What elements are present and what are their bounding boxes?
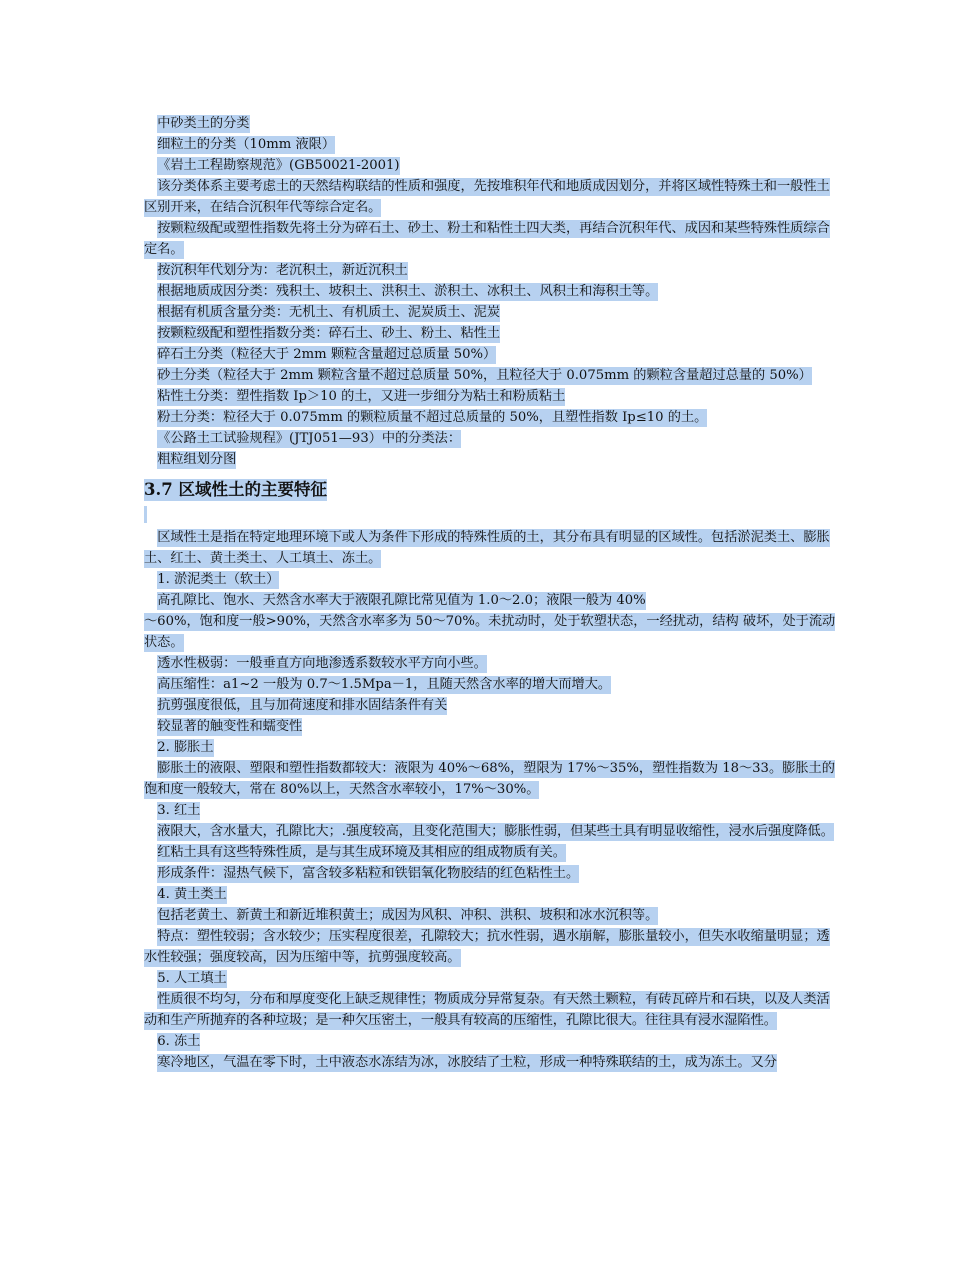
paragraph-text[interactable]: 性质很不均匀，分布和厚度变化上缺乏规律性；物质成分异常复杂。有天然土颗粒，有砖瓦碎片和石块，以及人类活动和生产所抛弃的各种垃圾；是一种欠压密土，一般具有较高的压缩性，孔隙比很大。往往具有浸水湿陷性。 <box>144 992 830 1028</box>
paragraph-text[interactable]: 高孔隙比、饱水、天然含水率大于液限孔隙比常见值为 1.0～2.0；液限一般为 40% <box>157 593 646 608</box>
paragraph-text[interactable]: 《公路土工试验规程》(JTJ051—93）中的分类法： <box>157 431 462 446</box>
paragraph <box>144 758 838 800</box>
paragraph-text[interactable]: 按沉积年代划分为：老沉积土，新近沉积土 <box>157 263 408 278</box>
paragraph-text[interactable]: 中砂类土的分类 <box>157 116 250 131</box>
paragraph-text[interactable]: 2. 膨胀土 <box>157 740 214 755</box>
selection-caret <box>144 506 147 523</box>
paragraph <box>144 590 838 611</box>
paragraph <box>144 968 838 989</box>
paragraph-text[interactable]: 按颗粒级配或塑性指数先将土分为碎石土、砂土、粉土和粘性土四大类，再结合沉积年代、成因和某些特殊性质综合定名。 <box>144 221 830 257</box>
paragraph <box>144 1052 838 1073</box>
paragraph <box>144 428 838 449</box>
paragraph-text[interactable]: 根据有机质含量分类：无机土、有机质土、泥炭质土、泥炭 <box>157 305 501 320</box>
paragraph <box>144 449 838 470</box>
paragraph <box>144 302 838 323</box>
paragraph <box>144 611 838 653</box>
paragraph-text[interactable]: 按颗粒级配和塑性指数分类：碎石土、砂土、粉土、粘性土 <box>157 326 501 341</box>
paragraph <box>144 281 838 302</box>
paragraph <box>144 905 838 926</box>
paragraph <box>144 674 838 695</box>
paragraph <box>144 569 838 590</box>
paragraph-text[interactable]: 区域性土是指在特定地理环境下或人为条件下形成的特殊性质的土，其分布具有明显的区域性。包括淤泥类土、膨胀土、红土、黄土类土、人工填土、冻土。 <box>144 530 830 566</box>
paragraph-text[interactable]: 碎石土分类（粒径大于 2mm 颗粒含量超过总质量 50%） <box>157 347 497 362</box>
paragraph <box>144 863 838 884</box>
paragraph-text[interactable]: 粉土分类：粒径大于 0.075mm 的颗粒质量不超过总质量的 50%，且塑性指数 Ip≤10 的土。 <box>157 410 708 425</box>
paragraph-text[interactable]: 包括老黄土、新黄土和新近堆积黄土；成因为风积、冲积、洪积、坡积和冰水沉积等。 <box>157 908 659 923</box>
paragraph-text[interactable]: 高压缩性：a1~2 一般为 0.7～1.5Mpa－1，且随天然含水率的增大而增大。 <box>157 677 612 692</box>
paragraph-text[interactable]: 4. 黄土类土 <box>157 887 227 902</box>
paragraph-text[interactable]: 5. 人工填土 <box>157 971 227 986</box>
paragraph <box>144 842 838 863</box>
paragraph <box>144 155 838 176</box>
paragraph-text[interactable]: 特点：塑性较弱；含水较少；压实程度很差，孔隙较大；抗水性弱，遇水崩解，膨胀量较小，但失水收缩量明显；透水性较强；强度较高，因为压缩中等，抗剪强度较高。 <box>144 929 830 965</box>
document-page <box>144 113 838 1073</box>
paragraph-text[interactable]: 红粘土具有这些特殊性质，是与其生成环境及其相应的组成物质有关。 <box>157 845 566 860</box>
paragraph-text[interactable]: 膨胀土的液限、塑限和塑性指数都较大：液限为 40%～68%，塑限为 17%～35%，塑性指数为 18～33。膨胀土的饱和度一般较大，常在 80%以上，天然含水率较小，17%～30%。 <box>144 761 835 797</box>
paragraph-text[interactable]: 根据地质成因分类：残积土、坡积土、洪积土、淤积土、冰积土、风积土和海积土等。 <box>157 284 659 299</box>
paragraph-text[interactable]: ～60%，饱和度一般>90%，天然含水率多为 50～70%。未扰动时，处于软塑状态，一经扰动，结构 破坏，处于流动状态。 <box>144 614 836 650</box>
paragraph <box>144 344 838 365</box>
paragraph <box>144 800 838 821</box>
section-heading <box>144 478 838 502</box>
paragraph <box>144 386 838 407</box>
paragraph <box>144 821 838 842</box>
paragraph-text[interactable]: 寒冷地区，气温在零下时，土中液态水冻结为冰，冰胶结了土粒，形成一种特殊联结的土，成为冻土。又分 <box>157 1055 777 1070</box>
paragraph-text[interactable]: 透水性极弱：一般垂直方向地渗透系数较水平方向小些。 <box>157 656 487 671</box>
paragraph-text[interactable]: 抗剪强度很低，且与加荷速度和排水固结条件有关 <box>157 698 448 713</box>
paragraph-text[interactable]: 形成条件：湿热气候下，富含较多粘粒和铁铝氧化物胶结的红色粘性土。 <box>157 866 580 881</box>
paragraph-text[interactable]: 细粒土的分类（10mm 液限） <box>157 137 336 152</box>
paragraph <box>144 989 838 1031</box>
paragraph-text[interactable]: 液限大，含水量大，孔隙比大；.强度较高，且变化范围大；膨胀性弱，但某些土具有明显收缩性，浸水后强度降低。 <box>157 824 834 839</box>
paragraph <box>144 884 838 905</box>
soil-classification-section <box>144 113 838 470</box>
paragraph <box>144 113 838 134</box>
paragraph-text[interactable]: 粘性土分类：塑性指数 Ip＞10 的土，又进一步细分为粘土和粉质粘土 <box>157 389 566 404</box>
paragraph <box>144 653 838 674</box>
paragraph-text[interactable]: 该分类体系主要考虑土的天然结构联结的性质和强度，先按堆积年代和地质成因划分，并将区域性特殊土和一般性土区别开来，在结合沉积年代等综合定名。 <box>144 179 830 215</box>
paragraph <box>144 218 838 260</box>
paragraph <box>144 407 838 428</box>
paragraph-text[interactable]: 砂土分类（粒径大于 2mm 颗粒含量不超过总质量 50%，且粒径大于 0.075mm 的颗粒含量超过总量的 50%） <box>157 368 812 383</box>
paragraph <box>144 716 838 737</box>
paragraph <box>144 134 838 155</box>
empty-selected-line <box>144 506 838 525</box>
paragraph <box>144 695 838 716</box>
regional-soil-section <box>144 527 838 1073</box>
section-heading-text[interactable]: 3.7 区域性土的主要特征 <box>144 480 327 499</box>
paragraph <box>144 527 838 569</box>
paragraph <box>144 1031 838 1052</box>
paragraph-text[interactable]: 粗粒组划分图 <box>157 452 237 467</box>
paragraph-text[interactable]: 3. 红土 <box>157 803 201 818</box>
paragraph-text[interactable]: 《岩土工程勘察规范》(GB50021-2001) <box>157 158 400 173</box>
paragraph-text[interactable]: 较显著的触变性和蠕变性 <box>157 719 303 734</box>
paragraph <box>144 926 838 968</box>
paragraph-text[interactable]: 1. 淤泥类土（软土） <box>157 572 280 587</box>
paragraph <box>144 260 838 281</box>
paragraph <box>144 365 838 386</box>
paragraph <box>144 176 838 218</box>
paragraph <box>144 323 838 344</box>
paragraph <box>144 737 838 758</box>
paragraph-text[interactable]: 6. 冻土 <box>157 1034 201 1049</box>
